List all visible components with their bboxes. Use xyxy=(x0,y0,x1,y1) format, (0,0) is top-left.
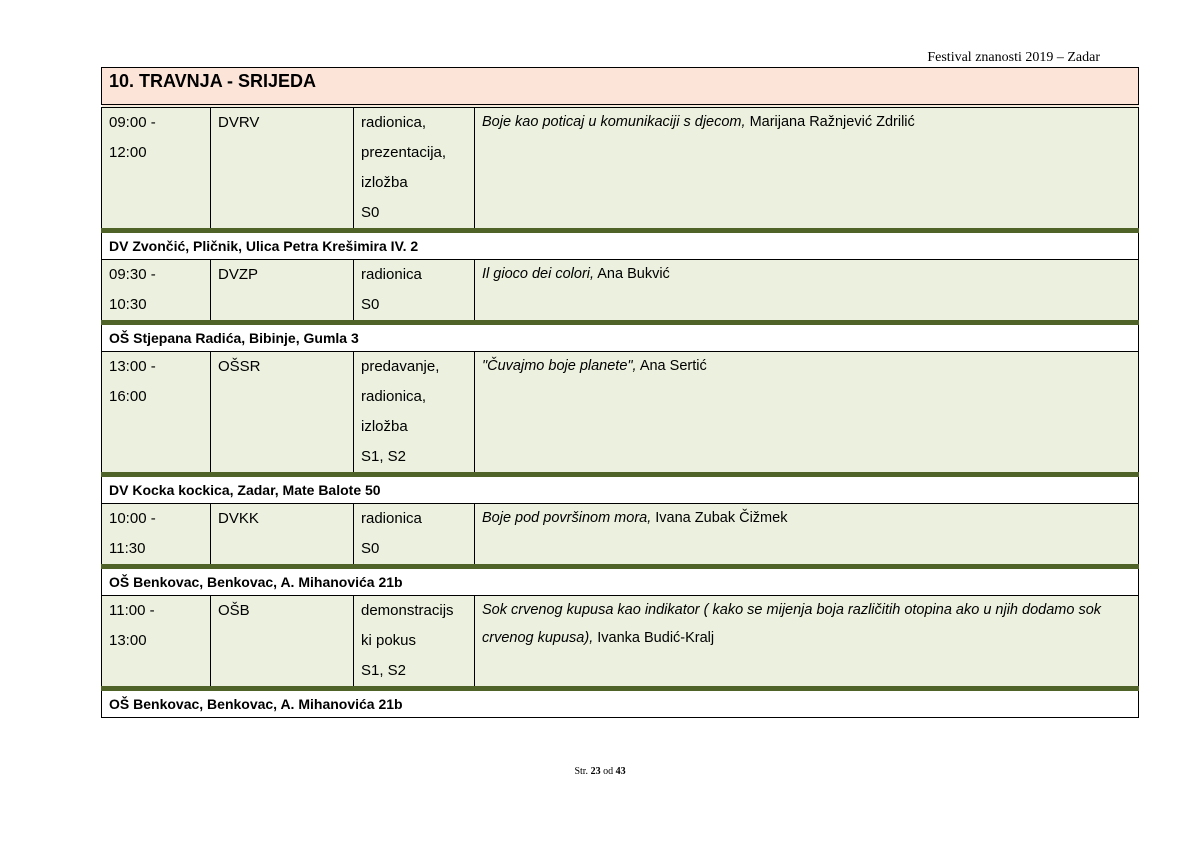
event-type xyxy=(354,596,475,689)
event-type xyxy=(354,260,475,323)
time-start: 11:00 - xyxy=(109,602,155,619)
event-title: Boje kao poticaj u komunikaciji s djecom, xyxy=(482,114,746,130)
event-time xyxy=(102,504,211,567)
event-type xyxy=(354,106,475,231)
event-author: Ivana Zubak Čižmek xyxy=(651,510,788,526)
type-line: S0 xyxy=(361,204,380,221)
event-description xyxy=(475,352,1139,475)
event-time xyxy=(102,106,211,231)
event-time xyxy=(102,596,211,689)
time-start: 09:30 - xyxy=(109,266,156,283)
venue-label: OŠ Benkovac, Benkovac, A. Mihanovića 21b xyxy=(102,567,1139,596)
event-description xyxy=(475,106,1139,231)
event-row xyxy=(102,352,1139,475)
footer-prefix: Str. xyxy=(574,766,591,777)
event-title: "Čuvajmo boje planete", xyxy=(482,358,637,374)
event-code: DVZP xyxy=(211,260,354,323)
event-title: Sok crvenog kupusa kao indikator ( kako se mijenja boja različitih otopina ako u njih dodamo sok crvenog kupusa), xyxy=(482,602,1102,646)
venue-label: OŠ Stjepana Radića, Bibinje, Gumla 3 xyxy=(102,323,1139,352)
running-header: Festival znanosti 2019 – Zadar xyxy=(927,50,1100,65)
event-row xyxy=(102,260,1139,323)
type-line: izložba xyxy=(361,418,408,435)
event-title: Il gioco dei colori, xyxy=(482,266,595,282)
time-start: 10:00 - xyxy=(109,510,156,527)
type-line: S0 xyxy=(361,296,380,313)
type-line: S1, S2 xyxy=(361,448,407,465)
type-line: izložba xyxy=(361,174,408,191)
time-end: 11:30 xyxy=(109,540,146,557)
type-line: radionica xyxy=(361,510,422,527)
venue-row xyxy=(102,475,1139,504)
page-number: 23 xyxy=(590,766,601,777)
event-row xyxy=(102,504,1139,567)
type-line: radionica, xyxy=(361,388,427,405)
event-time xyxy=(102,352,211,475)
event-code: DVRV xyxy=(211,106,354,231)
event-time xyxy=(102,260,211,323)
time-start: 09:00 - xyxy=(109,114,156,131)
time-start: 13:00 - xyxy=(109,358,156,375)
event-author: Marijana Ražnjević Zdrilić xyxy=(745,114,915,130)
event-description xyxy=(475,596,1139,689)
venue-row xyxy=(102,689,1139,718)
type-line: S1, S2 xyxy=(361,662,407,679)
type-line: prezentacija, xyxy=(361,144,447,161)
type-line: ki pokus xyxy=(361,632,417,649)
venue-row xyxy=(102,567,1139,596)
type-line: demonstracijs xyxy=(361,602,454,619)
event-row xyxy=(102,596,1139,689)
type-line: radionica, xyxy=(361,114,427,131)
event-code: OŠSR xyxy=(211,352,354,475)
event-author: Ivanka Budić-Kralj xyxy=(593,630,715,646)
time-end: 16:00 xyxy=(109,388,147,405)
venue-label: OŠ Benkovac, Benkovac, A. Mihanovića 21b xyxy=(102,689,1139,718)
type-line: predavanje, xyxy=(361,358,440,375)
event-type xyxy=(354,352,475,475)
event-author: Ana Bukvić xyxy=(594,266,670,282)
event-code: OŠB xyxy=(211,596,354,689)
event-author: Ana Sertić xyxy=(636,358,707,374)
type-line: S0 xyxy=(361,540,380,557)
day-header-row xyxy=(102,68,1139,107)
event-row xyxy=(102,106,1139,231)
event-title: Boje pod površinom mora, xyxy=(482,510,652,526)
event-type xyxy=(354,504,475,567)
venue-row xyxy=(102,231,1139,260)
event-description xyxy=(475,260,1139,323)
time-end: 12:00 xyxy=(109,144,147,161)
venue-label: DV Kocka kockica, Zadar, Mate Balote 50 xyxy=(102,475,1139,504)
time-end: 10:30 xyxy=(109,296,147,313)
page-footer xyxy=(0,766,1200,777)
venue-row xyxy=(102,323,1139,352)
page-total: 43 xyxy=(615,766,626,777)
day-title: 10. TRAVNJA - SRIJEDA xyxy=(102,68,1139,107)
event-code: DVKK xyxy=(211,504,354,567)
event-description xyxy=(475,504,1139,567)
schedule-table xyxy=(101,67,1139,718)
type-line: radionica xyxy=(361,266,422,283)
time-end: 13:00 xyxy=(109,632,147,649)
venue-label: DV Zvončić, Pličnik, Ulica Petra Krešimira IV. 2 xyxy=(102,231,1139,260)
footer-of: od xyxy=(600,766,616,777)
